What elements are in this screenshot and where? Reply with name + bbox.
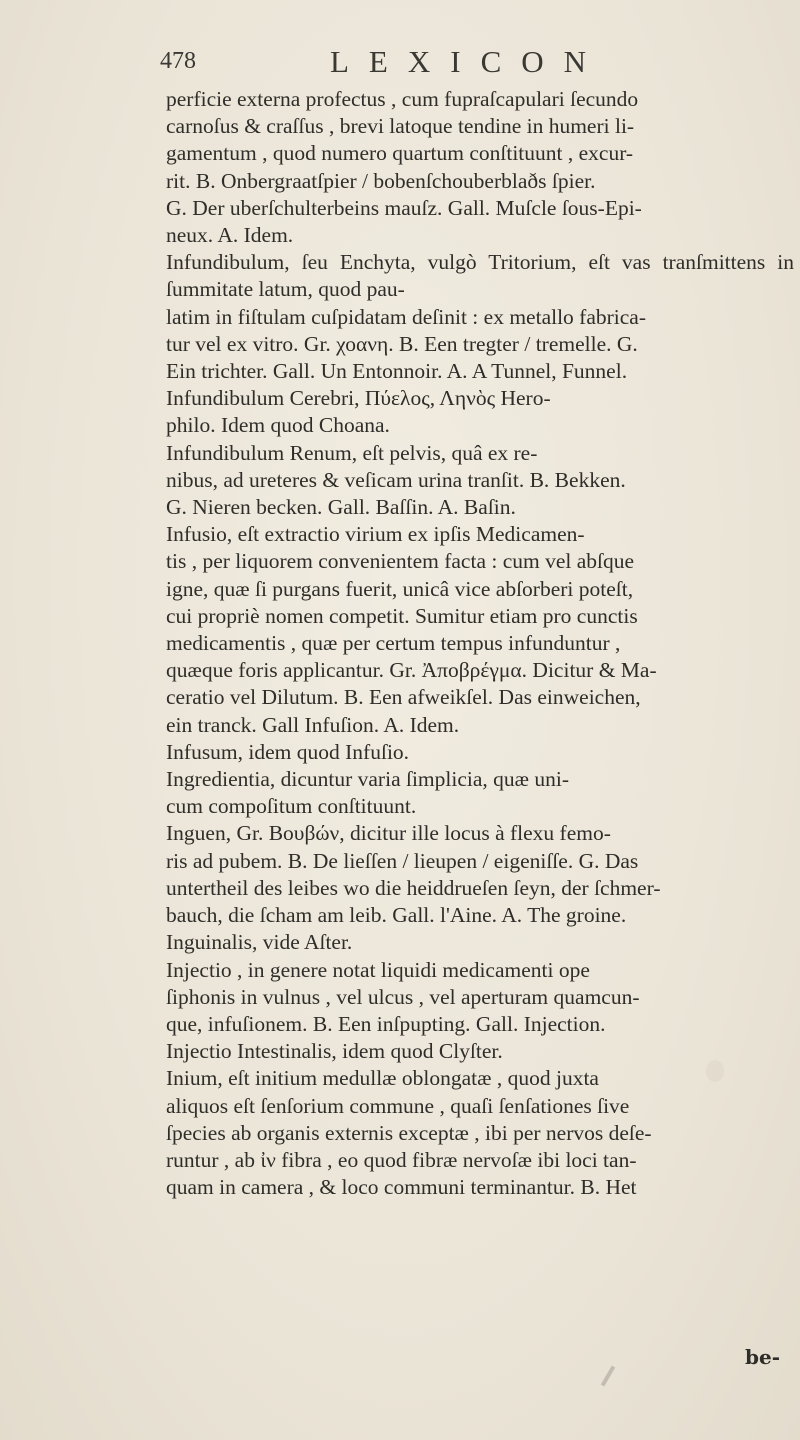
text-line: tis , per liquorem convenientem facta : cum vel abſque: [166, 549, 635, 574]
text-line: Ein trichter. Gall. Un Entonnoir. A. A Tunnel, Funnel.: [166, 359, 628, 384]
page-header: [160, 44, 760, 84]
text-line: Infusum, idem quod Infuſio.: [166, 739, 410, 764]
text-line: perficie externa profectus , cum fupraſcapulari ſecundo: [166, 87, 639, 111]
text-line: que, infuſionem. B. Een inſpupting. Gall. Injection.: [166, 1011, 606, 1036]
text-line: Ingredientia, dicuntur varia ſimplicia, quæ uni-: [166, 767, 570, 792]
text-line: Inguen, Gr. Βουβών, dicitur ille locus à flexu femo-: [166, 821, 611, 846]
text-line: Infundibulum Renum, eſt pelvis, quâ ex re-: [166, 440, 538, 465]
entry-continuation: [166, 86, 794, 249]
text-line: Infundibulum, ſeu Enchyta, vulgò Tritorium, eſt vas tranſmittens in ſummitate latum, quod pau-: [166, 250, 794, 302]
text-line: G. Der uberſchulterbeins mauſz. Gall. Muſcle ſous-Epi-: [166, 195, 642, 220]
text-line: untertheil des leibes wo die heiddrueſen ſeyn, der ſchmer-: [166, 875, 661, 900]
running-head: LEXICON: [330, 44, 607, 79]
text-line: Inguinalis, vide Aſter.: [166, 930, 353, 955]
text-line: gamentum , quod numero quartum conſtituunt , excur-: [166, 141, 634, 166]
text-line: igne, quæ ſi purgans fuerit, unicâ vice abſorberi poteſt,: [166, 576, 634, 601]
text-line: neux. A. Idem.: [166, 223, 294, 248]
text-line: runtur , ab ἰν fibra , eo quod fibræ nervoſæ ibi loci tan-: [166, 1147, 637, 1172]
entry-inguinalis: [166, 929, 794, 956]
entry-injectio: [166, 957, 794, 1039]
text-line: cum compoſitum conſtituunt.: [166, 794, 417, 819]
text-line: Injectio Intestinalis, idem quod Clyſter.: [166, 1039, 503, 1064]
text-line: ſiphonis in vulnus , vel ulcus , vel aperturam quamcun-: [166, 984, 640, 1009]
text-line: latim in fiſtulam cuſpidatam deſinit : ex metallo fabrica-: [166, 304, 647, 329]
text-line: carnoſus & craſſus , brevi latoque tendine in humeri li-: [166, 114, 635, 139]
text-line: G. Nieren becken. Gall. Baſſin. A. Baſin.: [166, 495, 516, 520]
text-line: ſpecies ab organis externis exceptæ , ibi per nervos deſe-: [166, 1120, 652, 1145]
text-line: quam in camera , & loco communi terminantur. B. Het: [166, 1175, 637, 1200]
paper-mark: [601, 1365, 615, 1386]
catchword: be-: [744, 1345, 780, 1369]
entry-infusum: [166, 739, 794, 766]
text-line: aliquos eſt ſenſorium commune , quaſi ſenſationes ſive: [166, 1093, 630, 1118]
text-line: tur vel ex vitro. Gr. χοανη. B. Een tregter / tremelle. G.: [166, 331, 638, 356]
text-line: Injectio , in genere notat liquidi medicamenti ope: [166, 957, 590, 982]
dictionary-column: [166, 86, 794, 1201]
entry-inium: [166, 1065, 794, 1201]
entry-infundibulum-cerebri: [166, 385, 794, 439]
entry-injectio-intestinalis: [166, 1038, 794, 1065]
entry-ingredientia: [166, 766, 794, 820]
entry-infusio: [166, 521, 794, 739]
text-line: Infundibulum Cerebri, Πύελος, Ληνὸς Hero-: [166, 386, 551, 411]
text-line: philo. Idem quod Choana.: [166, 413, 390, 438]
text-line: nibus, ad ureteres & veſicam urina tranſit. B. Bekken.: [166, 467, 626, 492]
text-line: ris ad pubem. B. De lieſſen / lieupen / eigeniſſe. G. Das: [166, 848, 639, 873]
text-line: Inium, eſt initium medullæ oblongatæ , quod juxta: [166, 1066, 599, 1091]
text-line: medicamentis , quæ per certum tempus infunduntur ,: [166, 631, 621, 656]
entry-infundibulum: [166, 249, 794, 385]
text-line: Infusio, eſt extractio virium ex ipſis Medicamen-: [166, 522, 585, 547]
text-line: ein tranck. Gall Infuſion. A. Idem.: [166, 712, 460, 737]
entry-infundibulum-renum: [166, 440, 794, 522]
text-line: rit. B. Onbergraatſpier / bobenſchouberblaðs ſpier.: [166, 168, 596, 193]
entry-inguen: [166, 820, 794, 929]
page-number: 478: [160, 48, 196, 74]
text-line: cui propriè nomen competit. Sumitur etiam pro cunctis: [166, 603, 638, 628]
text-line: quæque foris applicantur. Gr. Ἀποβρέγμα. Dicitur & Ma-: [166, 658, 657, 683]
paper-stain: [706, 1060, 724, 1082]
text-line: bauch, die ſcham am leib. Gall. l'Aine. A. The groine.: [166, 903, 627, 928]
text-line: ceratio vel Dilutum. B. Een afweikſel. Das einweichen,: [166, 685, 641, 710]
